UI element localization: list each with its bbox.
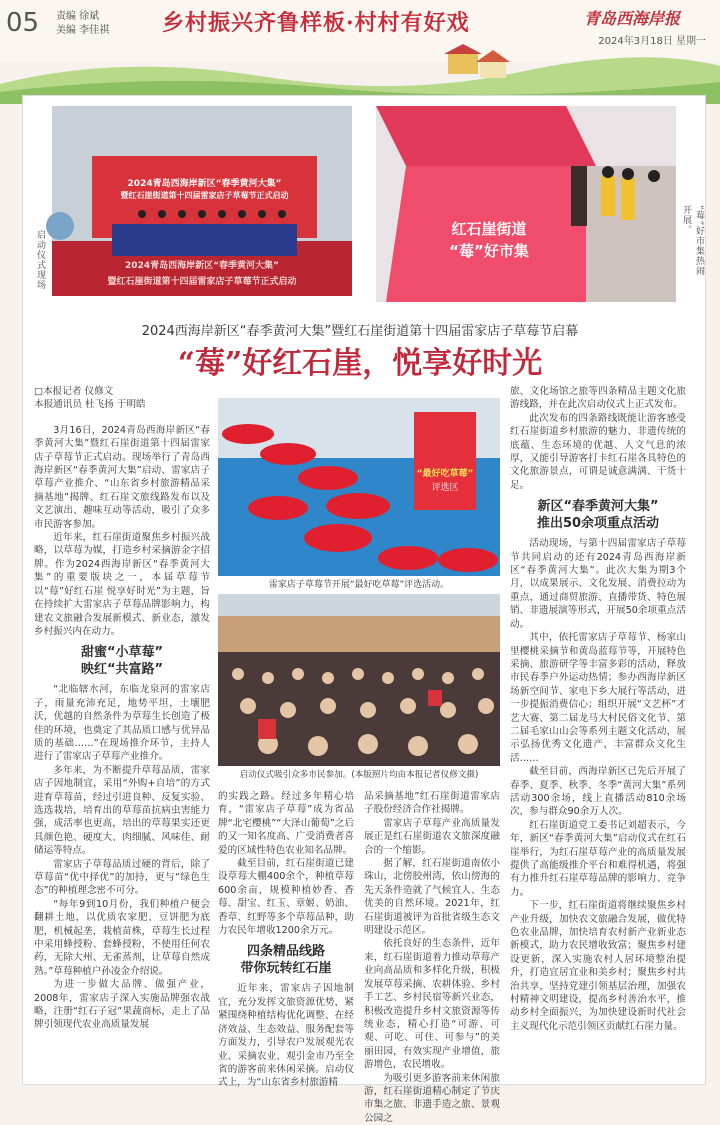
contest-sign-line2: 评选区 xyxy=(431,483,459,493)
paragraph: 品采摘基地”红石崖街道雷家店子股份经济合作社揭牌。 xyxy=(364,791,500,816)
article-column-2 xyxy=(218,790,354,1089)
paragraph: 为进一步做大品牌、做强产业，2008年，雷家店子深入实施品牌强农战略，注册“红石子冠”果蔬商标，走上了品牌引领现代农业高质量发展 xyxy=(34,979,210,1031)
photo-launch-ceremony xyxy=(52,106,352,296)
paragraph: 雷家店子草莓品质过硬的背后，除了草莓苗“优中择优”的加持，更与“绿色生态”的种植理念密不可分。 xyxy=(34,858,210,897)
editor-credits xyxy=(56,10,109,38)
section-heading-2 xyxy=(218,943,354,977)
article-subtitle: 2024西海岸新区“春季黄河大集”暨红石崖街道第十四届雷家店子草莓节启幕 xyxy=(141,324,579,339)
market-sign-line1: 红石崖街道 xyxy=(451,220,527,238)
paragraph: 为吸引更多游客前来休闲旅游，红石崖街道精心制定了节庆市集之旅、非遗手造之旅、景观公园之 xyxy=(364,1072,500,1124)
floor-banner-line1: 2024青岛西海岸新区“春季黄河大集” xyxy=(125,261,279,271)
market-sign-line2: “莓”好市集 xyxy=(449,242,529,260)
photo-strawberry-contest xyxy=(218,398,500,576)
article-column-3 xyxy=(364,790,500,1124)
heading-line: 带你玩转红石崖 xyxy=(240,961,332,977)
paragraph: 的实践之路。经过多年精心培育，“雷家店子草莓”成为省品牌“北宅樱桃”“大泽山葡萄”之后的又一知名度高、广受消费者喜爱的区域性特色农业知名品牌。 xyxy=(218,791,354,856)
paragraph: 3月16日，2024青岛西海岸新区“春季黄河大集”暨红石崖街道第十四届雷家店子草莓节正式启动。现场举行了青岛西海岸新区“春季黄河大集”启动、雷家店子草莓产业推介、“山东省乡村旅游精品采摘基地”揭牌、红石崖文旅线路发布以及文艺演出、趣味互动等活动，吸引了众多市民游客参加。 xyxy=(34,424,210,530)
paragraph: “北临辖水河，东临龙泉河的雷家店子，雨量充沛充足，地势平坦，土壤肥沃，优越的自然条件为草莓生长创造了极佳的环境，也奠定了其品质口感与优异品质的基础……”在现场推介环节，主持人进行了雷家店子草莓产业推介。 xyxy=(34,684,210,763)
editor-line: 责编 徐斌 xyxy=(56,11,100,22)
paragraph: 雷家店子草莓产业高质量发展正是红石崖街道农文旅深度融合的一个缩影。 xyxy=(364,817,500,856)
paragraph: 活动现场，与第十四届雷家店子草莓节共同启动的还有2024青岛西海岸新区“春季黄河大集”。此次大集为期3个月，以成果展示、文化发展、消费拉动为重点，通过商贸旅游、直播带货、特色展销、非遗展演等形式，开展50余项重点活动。 xyxy=(510,538,686,630)
article-title: “莓”好红石崖，悦享好时光 xyxy=(177,346,543,381)
issue-date: 2024年3月18日 星期一 xyxy=(598,36,706,47)
paragraph: 红石崖街道党工委书记刘超表示，今年，新区“春季黄河大集”启动仪式在红石崖举行，为红石崖草莓产业的高质量发展提供了高能级推介平台和难得机遇，将强有力推升红石崖草莓品牌的影响力、竞争力。 xyxy=(510,819,686,898)
paragraph: 旅、文化场馆之旅等四条精品主题文化旅游线路，并在此次启动仪式上正式发布。 xyxy=(510,386,686,411)
paragraph: 截至目前，红石崖街道已建设草莓大棚400余个，种植草莓600余亩，规模种植妙香、香莓、甜宝、红玉、章姬、奶油、香草、红野等多个草莓品种，助力农民年增收1200余万元。 xyxy=(218,858,354,937)
paragraph: 其中，依托雷家店子草莓节、杨家山里樱桃采摘节和黄岛蓝莓节等，开展特色采摘、旅游研学等丰富多彩的活动，释放市民春季户外运动热情；参办西海岸新区场新空间节、家电下乡大展行等活动，进一步提振消费信心；组织开展“文艺杯”才艺大赛、第二届龙马大村民俗文化节、第二届毛家山山会等系列主题文化活动，展示弘扬优秀文化遗产，丰富群众文化生活…… xyxy=(510,632,686,764)
contest-sign-line1: “最好吃草莓” xyxy=(416,469,474,479)
photo-audience xyxy=(218,594,500,766)
heading-line: 映红“共富路” xyxy=(80,662,164,678)
heading-line: 新区“春季黄河大集” xyxy=(537,499,659,515)
paragraph: 依托良好的生态条件，近年来，红石崖街道着力推动草莓产业向高品质和多样化升级，积极发展草莓采摘、农耕体验、乡村手工艺、乡村民宿等新兴业态，积极改造提升乡村文旅资源等传统业态，精心打造“可游、可观、可吃、可住、可参与”的美丽田园，有效实现产业增值，旅游增色，农民增收。 xyxy=(364,938,500,1071)
photo-market xyxy=(376,106,676,302)
newspaper-logo: 青岛西海岸报 xyxy=(583,9,680,28)
caption-market: “莓”好市集热闹开展。 xyxy=(681,205,704,277)
paragraph: 截至目前，西海岸新区已先后开展了春季、夏季、秋季、冬季“黄河大集”系列活动300余场，线上直播活动810余场次，参与群众90余万人次。 xyxy=(510,766,686,818)
paragraph: 此次发布的四条路线既能让游客感受红石崖街道乡村旅游的魅力、非遗传统的底蕴、生态环境的优越、人文气息的浓厚，又能引导游客打卡红石崖各具特色的文化旅游景点，可谓是诚意满满、干货十足。 xyxy=(510,412,686,491)
article-column-4 xyxy=(510,385,686,1080)
article-column-1 xyxy=(34,385,210,1080)
paragraph: “每年9到10月份，我们种植户便会翻耕土地，以优质农家肥、豆饼肥为底肥，机械起垄，栽植苗株，草莓生长过程中采用蜂授粉、套蜂授粉，不使用任何农药，无除大州、无雀蒸剂，让草莓自然成熟。”草莓种植户孙凌金介绍说。 xyxy=(34,898,210,977)
section-banner-title: 乡村振兴齐鲁样板·村村有好戏 xyxy=(162,10,470,36)
caption-launch-ceremony: 启动仪式现场 xyxy=(35,230,45,290)
paragraph: 近年来，红石崖街道聚焦乡村振兴战略，以草莓为媒，打造乡村采摘游金字招牌。作为2024西海岸新区“春季黄河大集”的重要版块之一，本届草莓节以“莓”好红石崖 悦享好时光”为主题，旨在持续扩大雷家店子草莓品牌影响力，构建农文旅融合发展新模式、新业态，激发乡村振兴内在动力。 xyxy=(34,532,210,637)
floor-banner-line2: 暨红石崖街道第十四届雷家店子草莓节正式启动 xyxy=(107,277,297,287)
byline-correspondent: 本报通讯员 杜飞扬 于明皓 xyxy=(34,399,146,411)
caption-strawberry-contest: 雷家店子草莓节开展“最好吃草莓”评选活动。 xyxy=(268,580,450,590)
section-heading-1 xyxy=(34,644,210,678)
page-number: 05 xyxy=(6,8,40,38)
heading-line: 甜蜜“小草莓” xyxy=(80,645,164,661)
heading-line: 推出50余项重点活动 xyxy=(536,516,660,532)
heading-line: 四条精品线路 xyxy=(246,944,325,960)
paragraph: 多年来，为不断提升草莓品质，雷家店子因地制宜，采用“外购+自培”的方式进育草莓苗，经过引进良种、反复实验、选选栽培，培育出的草莓苗抗病虫害能力强，成活率也更高，培出的草莓果实还更具颜色艳、硬度大、肉细腻、风味佳、耐储运等特点。 xyxy=(34,764,210,857)
byline-reporter: □本报记者 仪修文 xyxy=(34,386,114,397)
designer-line: 美编 李佳祺 xyxy=(56,25,110,36)
section-heading-3 xyxy=(510,498,686,532)
caption-audience: 启动仪式吸引众多市民参加。(本版照片均由本报记者仪修文摄) xyxy=(239,770,479,780)
stage-banner-line2: 暨红石崖街道第十四届雷家店子草莓节正式启动 xyxy=(120,191,289,200)
paragraph: 近年来，雷家店子因地制宜，充分发挥文旅资源优势，紧紧围绕种植结构优化调整、在经济效益、生态效益、服务配套等方面发力，引导农户发展观光农业、采摘农业、观引金市乃至全省的游客前来休闲采摘。启动仪式上，为“山东省乡村旅游精 xyxy=(218,983,354,1089)
paragraph: 据了解，红石崖街道南依小珠山，北傍胶州湾，依山傍海的先天条件造就了气候宜人、生态优美的自然环境。2021年，红石崖街道被评为首批省级生态文明建设示范区。 xyxy=(364,858,500,937)
paragraph: 下一步，红石崖街道将继续聚焦乡村产业升级，加快农文旅融合发展，做优特色农业品牌，加快培育农村新产业新业态新模式，助力农民增收致富；聚焦乡村建设更新，深入实施农村人居环境整治提升，打造宜居宜业和美乡村；聚焦乡村共治共享，坚持党建引领基层治理，加强农村精神文明建设，提高乡村善治水平，推动乡村全面振兴，为加快建设新时代社会主义现代化示范引领区贡献红石崖力量。 xyxy=(510,900,686,1032)
stage-banner-line1: 2024青岛西海岸新区“春季黄河大集” xyxy=(127,179,282,189)
